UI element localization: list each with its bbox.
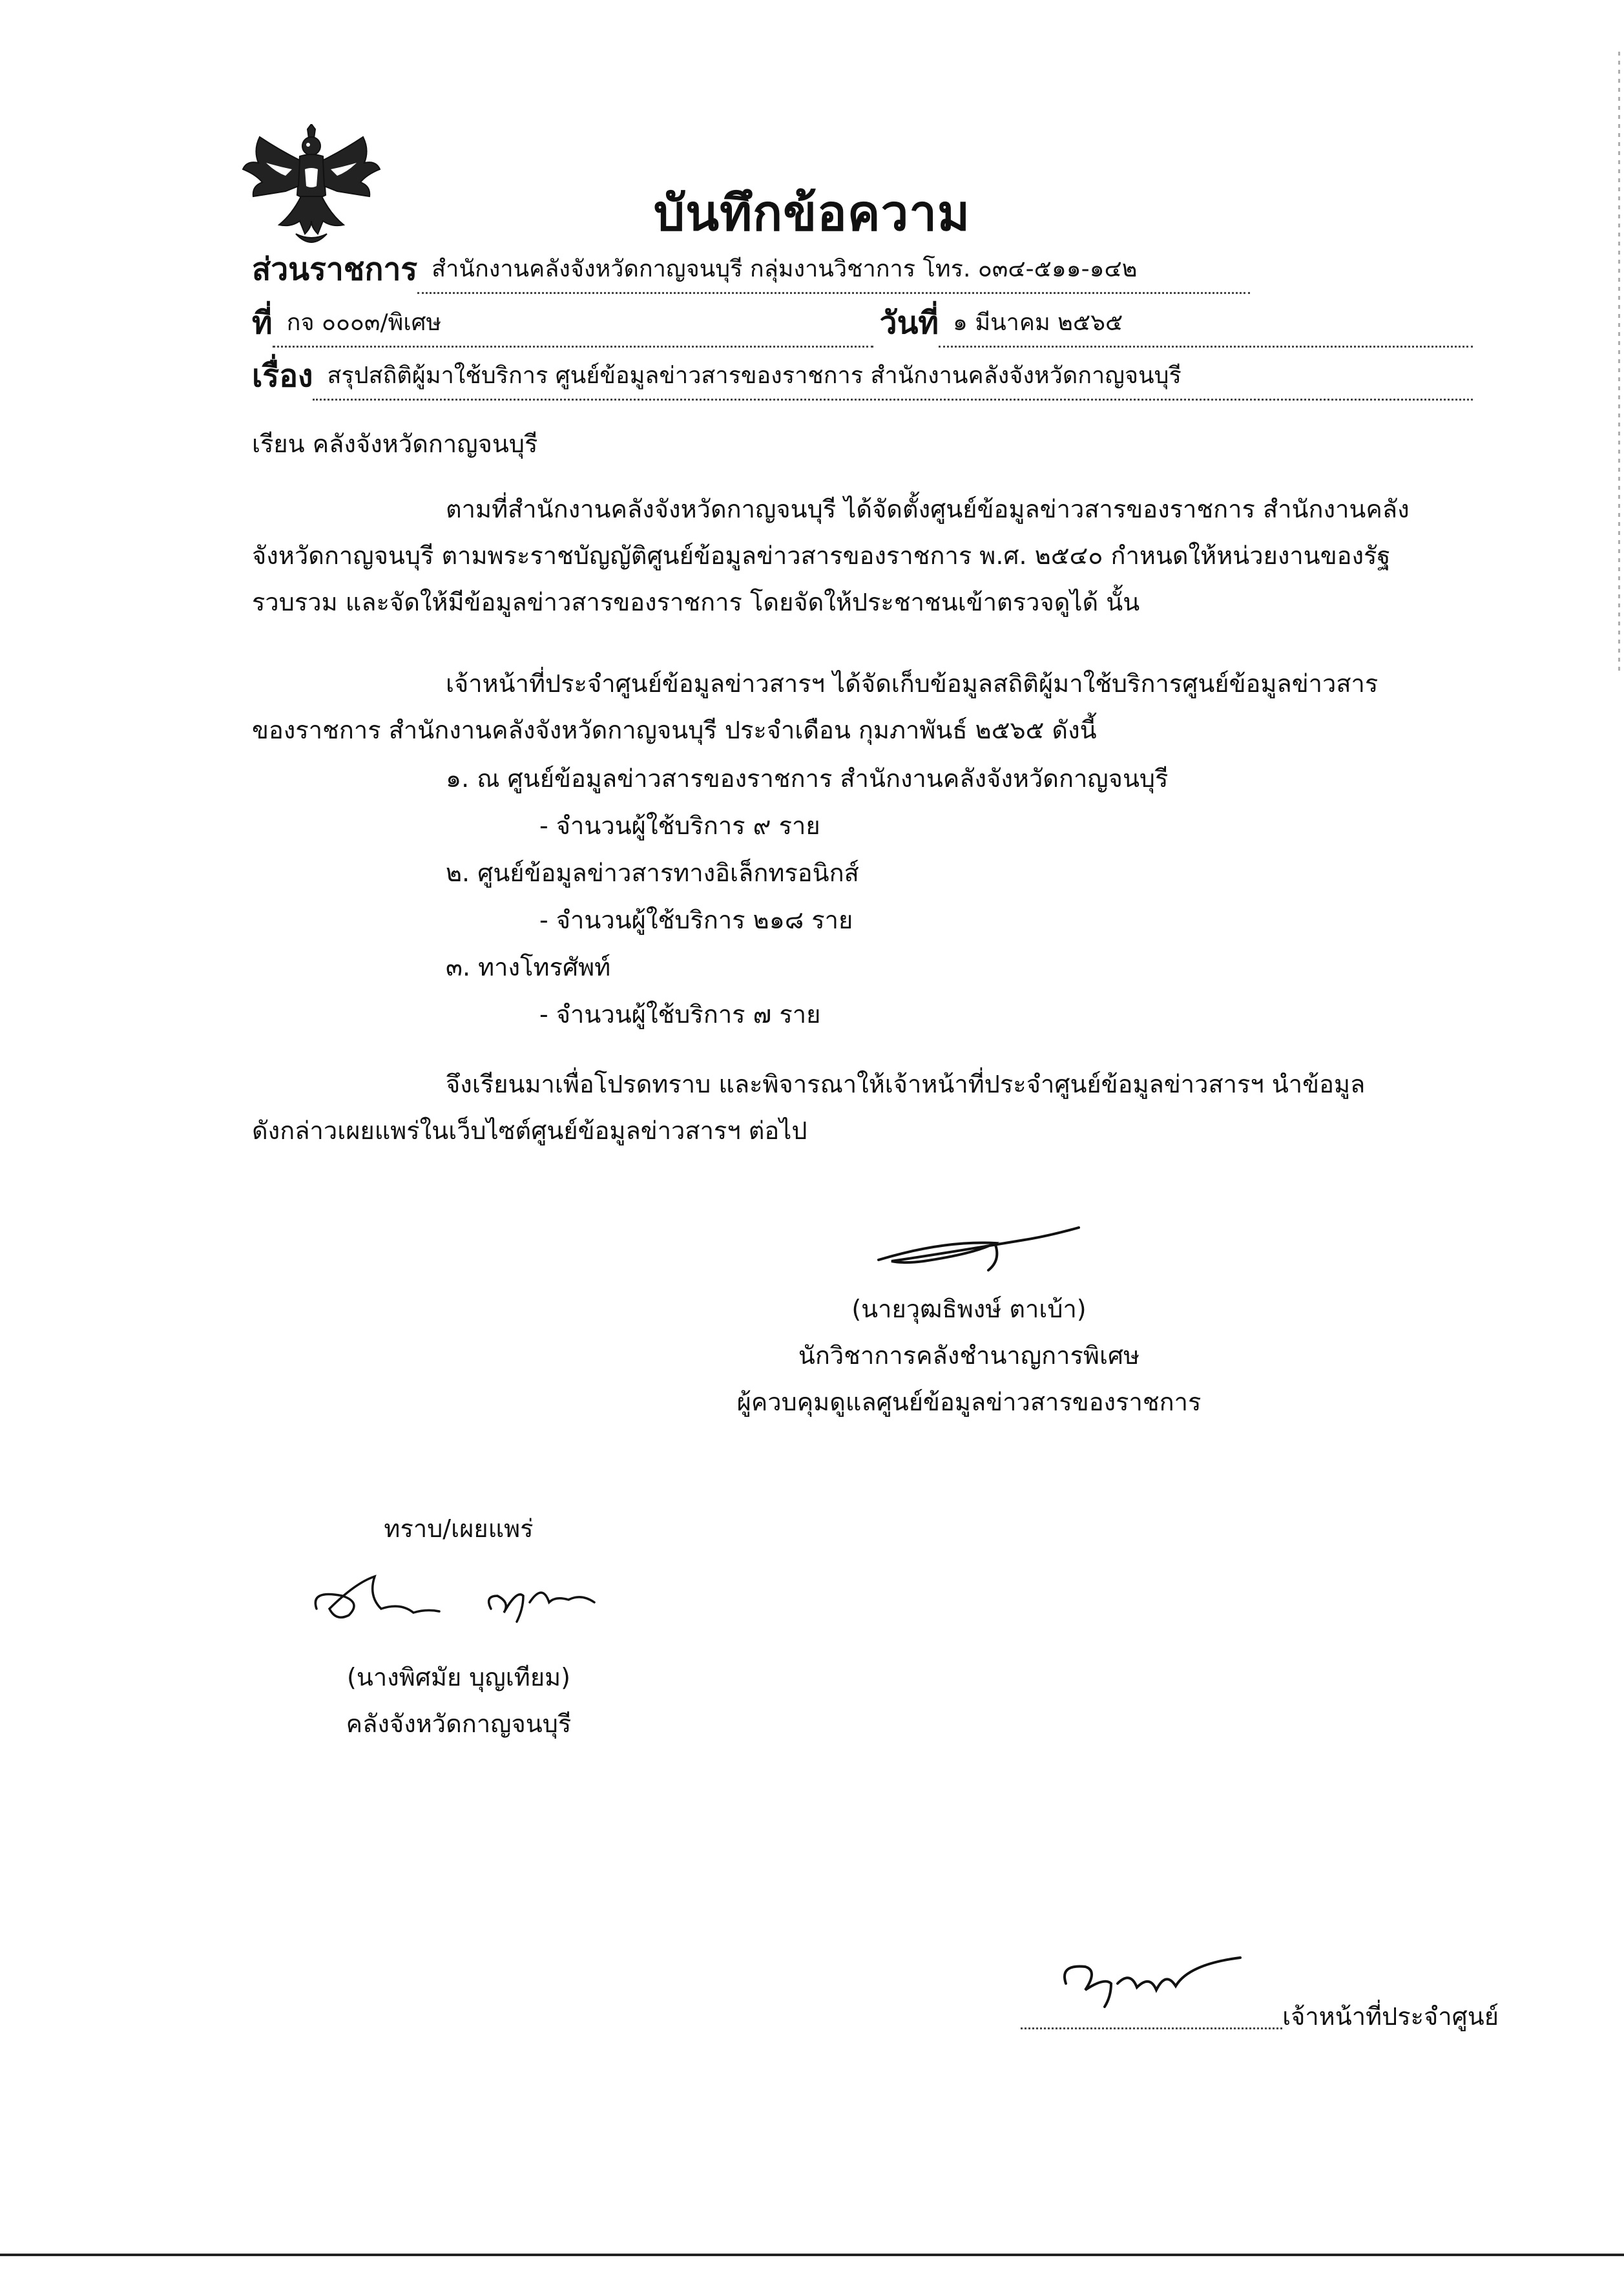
paragraph-line: ดังกล่าวเผยแพร่ในเว็บไซต์ศูนย์ข้อมูลข่าวสารฯ ต่อไป xyxy=(252,1116,807,1145)
paragraph-line: จังหวัดกาญจนบุรี ตามพระราชบัญญัติศูนย์ข้อมูลข่าวสารของราชการ พ.ศ. ๒๕๔๐ กำหนดให้หน่วยงานของรัฐ xyxy=(252,541,1391,570)
scan-edge-artifact xyxy=(1618,52,1620,672)
date-field xyxy=(939,304,1473,348)
agency-label: ส่วนราชการ xyxy=(252,251,418,288)
signatory-position: นักวิชาการคลังชำนาญการพิเศษ xyxy=(798,1341,1140,1370)
paragraph-line: รวบรวม และจัดให้มีข้อมูลข่าวสารของราชการ โดยจัดให้ประชาชนเข้าตรวจดูได้ นั้น xyxy=(252,588,1140,616)
paragraph-closing xyxy=(252,1063,1473,1156)
approval-note: ทราบ/เผยแพร่ xyxy=(384,1514,534,1543)
signatory-role: ผู้ควบคุมดูแลศูนย์ข้อมูลข่าวสารของราชการ xyxy=(736,1388,1202,1416)
subject-field xyxy=(313,357,1473,401)
scan-bottom-line xyxy=(0,2254,1624,2256)
list-item-detail: - จำนวนผู้ใช้บริการ ๗ ราย xyxy=(539,1000,821,1029)
list-item-title: ๑. ณ ศูนย์ข้อมูลข่าวสารของราชการ สำนักงานคลังจังหวัดกาญจนบุรี xyxy=(446,764,1169,793)
signature-mark xyxy=(866,1215,1085,1279)
officer-signature-line xyxy=(1021,1996,1499,2036)
subject-row xyxy=(252,349,1473,401)
paragraph-line: ตามที่สำนักงานคลังจังหวัดกาญจนบุรี ได้จัดตั้งศูนย์ข้อมูลข่าวสารของราชการ สำนักงานคลัง xyxy=(446,495,1410,523)
list-item-detail: - จำนวนผู้ใช้บริการ ๙ ราย xyxy=(539,811,820,840)
document-title: บันทึกข้อความ xyxy=(653,184,971,242)
agency-value: สำนักงานคลังจังหวัดกาญจนบุรี กลุ่มงานวิชาการ โทร. ๐๓๔-๕๑๑-๑๔๒ xyxy=(432,256,1138,282)
signatory-block xyxy=(711,1286,1227,1425)
date-value: ๑ มีนาคม ๒๕๖๕ xyxy=(953,309,1123,336)
paragraph-intro xyxy=(252,488,1473,627)
list-item-title: ๓. ทางโทรศัพท์ xyxy=(446,953,611,981)
paragraph-line: เจ้าหน้าที่ประจำศูนย์ข้อมูลข่าวสารฯ ได้จัดเก็บข้อมูลสถิติผู้มาใช้บริการศูนย์ข้อมูลข่าวสาร xyxy=(446,669,1379,698)
paragraph-line: จึงเรียนมาเพื่อโปรดทราบ และพิจารณาให้เจ้าหน้าที่ประจำศูนย์ข้อมูลข่าวสารฯ นำข้อมูล xyxy=(446,1070,1366,1098)
paragraph-statistics xyxy=(252,662,1473,755)
agency-field xyxy=(417,250,1250,294)
officer-dotted-line xyxy=(1021,2027,1282,2029)
ref-value: กจ ๐๐๐๓/พิเศษ xyxy=(286,309,442,336)
officer-label: เจ้าหน้าที่ประจำศูนย์ xyxy=(1282,2002,1499,2031)
approval-block xyxy=(297,1654,620,1747)
ref-field xyxy=(273,304,873,348)
approval-signature-mark xyxy=(304,1557,614,1635)
approval-name: (นางพิศมัย บุญเทียม) xyxy=(347,1663,570,1691)
signatory-name: (นายวุฒธิพงษ์ ตาเบ้า) xyxy=(851,1295,1087,1323)
paragraph-line: ของราชการ สำนักงานคลังจังหวัดกาญจนบุรี ประจำเดือน กุมภาพันธ์ ๒๕๖๕ ดังนี้ xyxy=(252,716,1097,744)
list-item-title: ๒. ศูนย์ข้อมูลข่าวสารทางอิเล็กทรอนิกส์ xyxy=(446,859,859,887)
subject-value: สรุปสถิติผู้มาใช้บริการ ศูนย์ข้อมูลข่าวสารของราชการ สำนักงานคลังจังหวัดกาญจนบุรี xyxy=(327,362,1182,389)
date-label: วันที่ xyxy=(879,305,939,341)
agency-row xyxy=(252,242,1250,294)
list-item-detail: - จำนวนผู้ใช้บริการ ๒๑๘ ราย xyxy=(539,906,853,934)
approval-position: คลังจังหวัดกาญจนบุรี xyxy=(346,1710,572,1738)
subject-label: เรื่อง xyxy=(252,358,313,394)
ref-label: ที่ xyxy=(252,305,273,341)
ref-date-row xyxy=(252,296,1473,348)
salutation: เรียน คลังจังหวัดกาญจนบุรี xyxy=(252,430,538,458)
